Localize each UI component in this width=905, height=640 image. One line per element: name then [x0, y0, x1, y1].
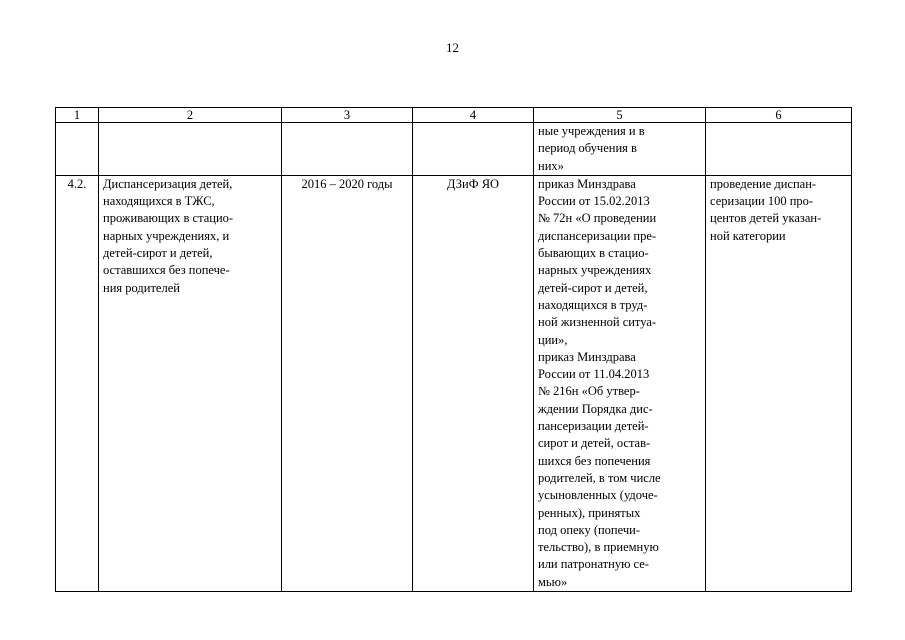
basis-line: диспансеризации пре- [538, 228, 657, 243]
measures-table [55, 107, 852, 592]
basis-line: находящихся в труд- [538, 297, 648, 312]
page-number: 12 [446, 40, 459, 55]
basis-line: приказ Минздрава [538, 349, 636, 364]
activity-line: нарных учреждениях, и [103, 228, 230, 243]
basis-line: нарных учреждениях [538, 263, 652, 278]
basis-line: ной жизненной ситуа- [538, 315, 657, 330]
activity-line: ния родителей [103, 280, 180, 295]
executor-cell: ДЗиФ ЯО [413, 175, 534, 591]
basis-line: мью» [538, 574, 568, 589]
header-col-5: 5 [534, 108, 706, 123]
cont-cell-6 [706, 123, 852, 176]
table-header-row [56, 108, 852, 123]
basis-line: № 72н «О проведении [538, 211, 657, 226]
result-cell [706, 175, 852, 591]
result-line: центов детей указан- [710, 211, 822, 226]
basis-line: № 216н «Об утвер- [538, 384, 640, 399]
basis-cell [534, 175, 706, 591]
continuation-row [56, 123, 852, 176]
basis-line: шихся без попечения [538, 453, 651, 468]
cont-basis-line: ные учреждения и в [538, 124, 645, 138]
header-col-1: 1 [56, 108, 99, 123]
basis-line: бывающих в стацио- [538, 246, 649, 261]
table-row-4-2 [56, 175, 852, 591]
header-col-6: 6 [706, 108, 852, 123]
basis-line: ции», [538, 332, 568, 347]
basis-line: сирот и детей, остав- [538, 436, 651, 451]
header-col-3: 3 [282, 108, 413, 123]
activity-line: оставшихся без попече- [103, 263, 230, 278]
header-col-2: 2 [99, 108, 282, 123]
cont-basis-line: период обучения в [538, 141, 637, 156]
result-line: проведение диспан- [710, 176, 817, 191]
cont-cell-2 [99, 123, 282, 176]
result-line: ной категории [710, 228, 786, 243]
basis-line: ренных), принятых [538, 505, 641, 520]
basis-line: или патронатную се- [538, 557, 649, 572]
result-line: серизации 100 про- [710, 194, 814, 209]
basis-line: приказ Минздрава [538, 176, 636, 191]
cont-basis-line: них» [538, 158, 564, 173]
activity-line: находящихся в ТЖС, [103, 194, 215, 209]
cont-basis-cell [534, 123, 706, 176]
basis-line: детей-сирот и детей, [538, 280, 648, 295]
cont-cell-4 [413, 123, 534, 176]
basis-line: усыновленных (удоче- [538, 488, 658, 503]
row-number: 4.2. [56, 175, 99, 591]
basis-line: России от 15.02.2013 [538, 194, 650, 209]
basis-line: России от 11.04.2013 [538, 367, 650, 382]
cont-cell-1 [56, 123, 99, 176]
activity-line: детей-сирот и детей, [103, 246, 213, 261]
basis-line: ждении Порядка дис- [538, 401, 653, 416]
basis-line: пансеризации детей- [538, 419, 649, 434]
activity-line: Диспансеризация детей, [103, 176, 233, 191]
activity-cell [99, 175, 282, 591]
basis-line: родителей, в том числе [538, 470, 661, 485]
basis-line: тельство), в приемную [538, 540, 659, 555]
basis-line: под опеку (попечи- [538, 522, 640, 537]
period-cell: 2016 – 2020 годы [282, 175, 413, 591]
header-col-4: 4 [413, 108, 534, 123]
cont-cell-3 [282, 123, 413, 176]
activity-line: проживающих в стацио- [103, 211, 234, 226]
